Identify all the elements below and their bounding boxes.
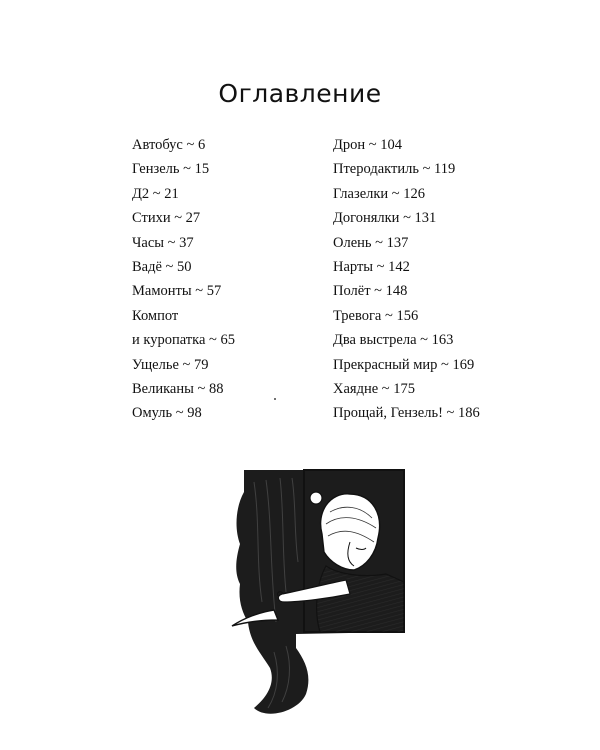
toc-entry[interactable]: Автобус ~ 6	[132, 137, 206, 153]
toc-entry[interactable]: Компот	[132, 307, 179, 324]
toc-entry[interactable]: Часы ~ 37	[132, 234, 194, 251]
toc-entry[interactable]: Два выстрела ~ 163	[333, 332, 454, 349]
toc-entry[interactable]: Нарты ~ 142	[333, 258, 410, 275]
toc-entry[interactable]: Прекрасный мир ~ 169	[333, 356, 475, 373]
toc-entry[interactable]: Хаядне ~ 175	[333, 380, 415, 397]
toc-entry[interactable]: Полёт ~ 148	[333, 283, 408, 300]
toc-column-right	[333, 133, 480, 426]
toc-entry[interactable]: Стихи ~ 27	[132, 210, 201, 227]
toc-entry[interactable]: Глазелки ~ 126	[333, 185, 426, 202]
stray-ink-dot	[274, 398, 276, 400]
toc-entry[interactable]: и куропатка ~ 65	[132, 332, 235, 349]
toc-entry[interactable]: Д2 ~ 21	[132, 185, 179, 202]
toc-entry[interactable]: Великаны ~ 88	[132, 380, 224, 397]
toc-entry[interactable]: Догонялки ~ 131	[333, 210, 437, 227]
toc-entry[interactable]: Дрон ~ 104	[333, 137, 402, 153]
toc-entry[interactable]: Мамонты ~ 57	[132, 283, 222, 300]
toc-entry[interactable]: Прощай, Гензель! ~ 186	[333, 405, 480, 422]
toc-entry[interactable]: Олень ~ 137	[333, 234, 409, 251]
toc-entry[interactable]: Вадё ~ 50	[132, 258, 192, 275]
toc-entry[interactable]: Омуль ~ 98	[132, 405, 202, 422]
toc-entry[interactable]: Гензель ~ 15	[132, 161, 210, 178]
toc-entry[interactable]: Птеродактиль ~ 119	[333, 161, 456, 178]
toc-entry[interactable]: Тревога ~ 156	[333, 307, 419, 324]
toc-column-left	[132, 133, 235, 426]
toc-entry[interactable]: Ущелье ~ 79	[132, 356, 209, 373]
page-title: Оглавление	[218, 78, 382, 108]
illustration-girl-with-mammoth	[226, 462, 408, 724]
girl-body	[317, 566, 404, 632]
